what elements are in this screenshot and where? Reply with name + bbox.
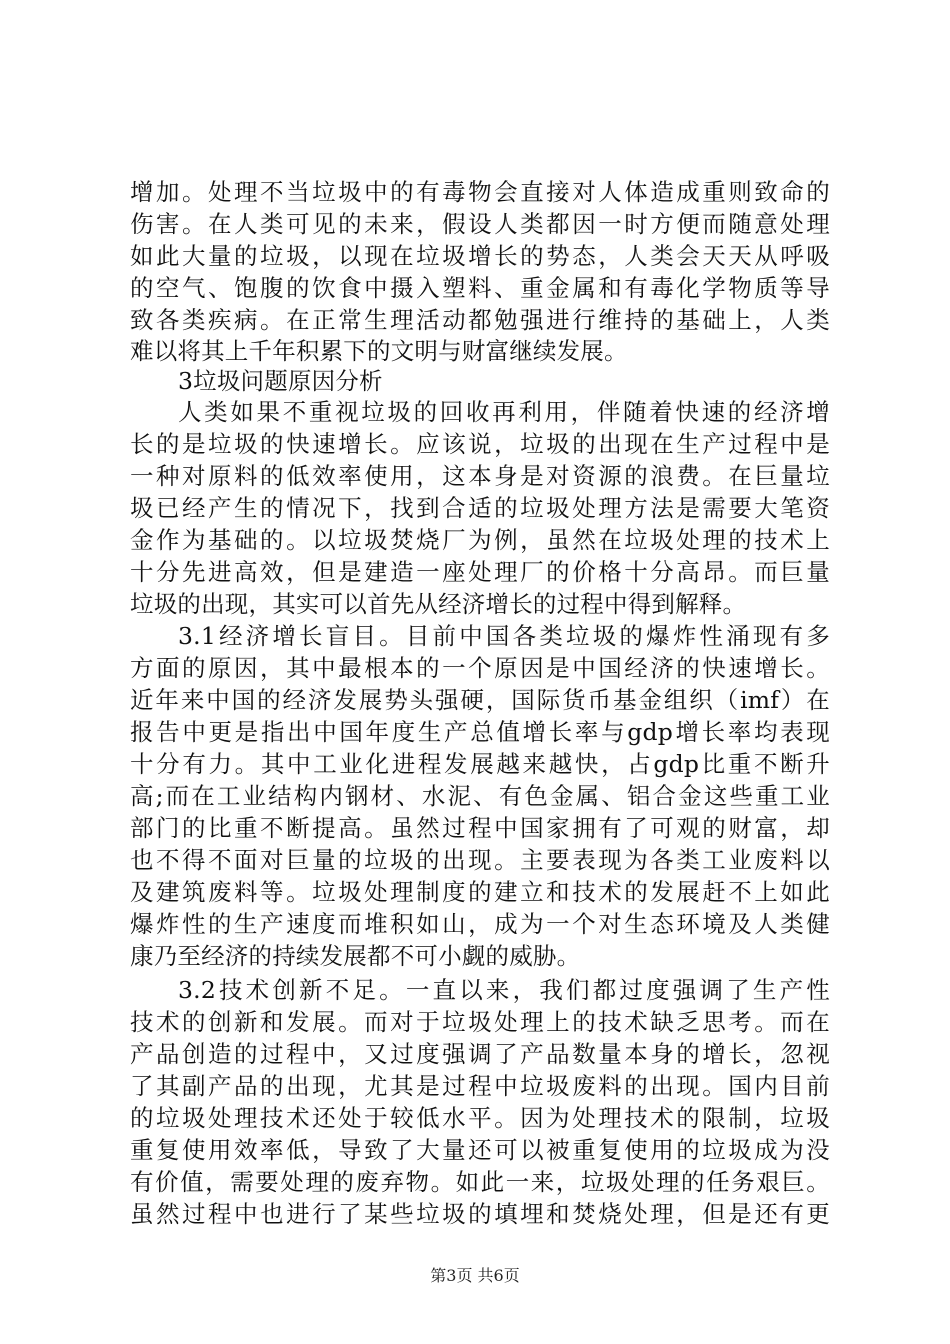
section-heading: 3垃圾问题原因分析 [178,367,383,395]
body-line: 垃圾的出现，其实可以首先从经济增长的过程中得到解释。 [130,590,747,618]
body-line: 报告中更是指出中国年度生产总值增长率与gdp增长率均表现 [130,718,830,746]
body-line: 如此大量的垃圾，以现在垃圾增长的势态，人类会天天从呼吸 [130,242,830,270]
paragraph-first-line: 人类如果不重视垃圾的回收再利用，伴随着快速的经济增 [178,398,830,426]
body-line: 有价值，需要处理的废弃物。如此一来，垃圾处理的任务艰巨。 [130,1168,830,1196]
body-line: 长的是垃圾的快速增长。应该说，垃圾的出现在生产过程中是 [130,430,830,458]
body-line: 一种对原料的低效率使用，这本身是对资源的浪费。在巨量垃 [130,462,830,490]
body-line: 十分有力。其中工业化进程发展越来越快，占gdp比重不断升 [130,750,830,778]
body-line: 虽然过程中也进行了某些垃圾的填埋和焚烧处理，但是还有更 [130,1200,830,1228]
body-line: 的垃圾处理技术还处于较低水平。因为处理技术的限制，垃圾 [130,1104,830,1132]
body-line: 难以将其上千年积累下的文明与财富继续发展。 [130,337,628,365]
body-line: 金作为基础的。以垃圾焚烧厂为例，虽然在垃圾处理的技术上 [130,526,830,554]
body-line: 及建筑废料等。垃圾处理制度的建立和技术的发展赶不上如此 [130,878,830,906]
page-number-footer: 第3页 共6页 [430,1266,520,1285]
body-line: 近年来中国的经济发展势头强硬，国际货币基金组织（imf）在 [130,686,830,714]
body-line: 十分先进高效，但是建造一座处理厂的价格十分高昂。而巨量 [130,558,830,586]
body-line: 康乃至经济的持续发展都不可小觑的威胁。 [130,942,581,970]
body-line: 致各类疾病。在正常生理活动都勉强进行维持的基础上，人类 [130,306,830,334]
body-line: 产品创造的过程中，又过度强调了产品数量本身的增长，忽视 [130,1040,830,1068]
body-line: 圾已经产生的情况下，找到合适的垃圾处理方法是需要大笔资 [130,494,830,522]
body-line: 了其副产品的出现，尤其是过程中垃圾废料的出现。国内目前 [130,1072,830,1100]
subsection-first-line: 3.1经济增长盲目。目前中国各类垃圾的爆炸性涌现有多 [178,622,830,650]
body-line: 的空气、饱腹的饮食中摄入塑料、重金属和有毒化学物质等导 [130,274,830,302]
body-line: 伤害。在人类可见的未来，假设人类都因一时方便而随意处理 [130,210,830,238]
body-line: 技术的创新和发展。而对于垃圾处理上的技术缺乏思考。而在 [130,1008,830,1036]
body-line: 重复使用效率低，导致了大量还可以被重复使用的垃圾成为没 [130,1136,830,1164]
body-line: 也不得不面对巨量的垃圾的出现。主要表现为各类工业废料以 [130,846,830,874]
body-line: 方面的原因，其中最根本的一个原因是中国经济的快速增长。 [130,654,830,682]
body-line: 部门的比重不断提高。虽然过程中国家拥有了可观的财富，却 [130,814,830,842]
subsection-first-line: 3.2技术创新不足。一直以来，我们都过度强调了生产性 [178,976,830,1004]
body-line: 高;而在工业结构内钢材、水泥、有色金属、铝合金这些重工业 [130,782,830,810]
body-line: 增加。处理不当垃圾中的有毒物会直接对人体造成重则致命的 [130,178,830,206]
body-line: 爆炸性的生产速度而堆积如山，成为一个对生态环境及人类健 [130,910,830,938]
